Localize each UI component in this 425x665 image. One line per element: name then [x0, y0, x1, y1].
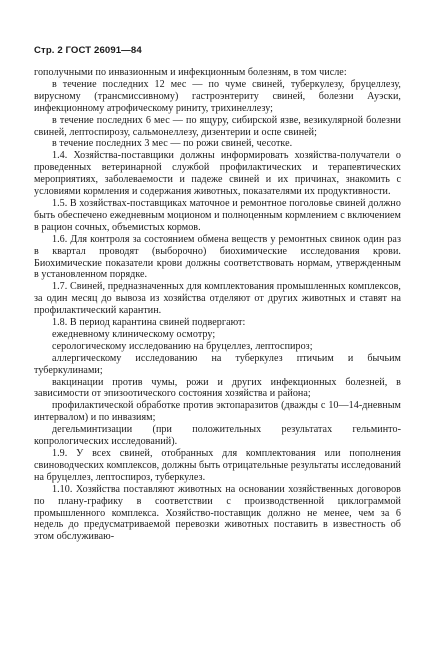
paragraph: 1.10. Хозяйства поставляют животных на основании хозяйственных договоров по плану-графику в соответствии с производственной циклограммой промышленного комплекса. Хозяйство-поставщик должно не менее, чем за 6 недель до предусматриваемой перевозки животных поставить в известность об этом обслуживаю- [34, 483, 401, 543]
paragraph: дегельминтизации (при положительных результатах гельминто-копрологических исследований). [34, 424, 401, 448]
paragraph: вакцинации против чумы, рожи и других инфекционных болезней, в зависимости от эпизоотического состояния хозяйства и района; [34, 376, 401, 400]
paragraph: 1.6. Для контроля за состоянием обмена веществ у ремонтных свинок один раз в квартал проводят (выборочно) биохимические исследования крови. Биохимические показатели крови должны соответствовать нормам, утвержденным в установленном порядке. [34, 233, 401, 281]
paragraph: 1.8. В период карантина свиней подвергают: [52, 317, 246, 329]
paragraph: 1.5. В хозяйствах-поставщиках маточное и ремонтное поголовье свиней должно быть обеспечено ежедневным моционом и полноценным кормлением с включением в рацион сочных, объемистых кормов. [34, 197, 401, 233]
paragraph: в течение последних 12 мес — по чуме свиней, туберкулезу, бруцеллезу, вирусному (трансмиссивному) гастроэнтериту свиней, болезни Ауэски, инфекционному атрофическому риниту, трихинеллезу; [34, 78, 401, 114]
paragraph: в течение последних 6 мес — по ящуру, сибирской язве, везикулярной болезни свиней, лептоспирозу, сальмонеллезу, дизентерии и оспе свиней; [34, 114, 401, 138]
paragraph: серологическому исследованию на бруцеллез, лептоспироз; [52, 340, 313, 352]
document-body [34, 67, 401, 543]
page-header: Стр. 2 ГОСТ 26091—84 [34, 45, 142, 56]
paragraph: ежедневному клиническому осмотру; [52, 328, 216, 340]
paragraph: профилактической обработке против эктопаразитов (дважды с 10—14-дневным интервалом) и по инвазиям; [34, 400, 401, 424]
paragraph: 1.9. У всех свиней, отобранных для комплектования или пополнения свиноводческих комплексов, должны быть отрицательные результаты исследований на бруцеллез, лептоспироз, туберкулез. [34, 448, 401, 483]
paragraph: гополучными по инвазионным и инфекционным болезням, в том числе: [34, 67, 347, 78]
paragraph: 1.4. Хозяйства-поставщики должны информировать хозяйства-получатели о проведенных ветеринарной службой профилактических и терапевтических мероприятиях, заболеваемости и падеже свиней и их причинах, знакомить с условиями кормления и содержания животных, показателями их продуктивности. [34, 150, 401, 198]
paragraph: в течение последних 3 мес — по рожи свиней, чесотке. [52, 138, 293, 150]
paragraph: 1.7. Свиней, предназначенных для комплектования промышленных комплексов, за один месяц до вывоза из хозяйства отделяют от других животных и ставят на профилактический карантин. [34, 281, 401, 317]
paragraph: аллергическому исследованию на туберкулез птичьим и бычьим туберкулинами; [34, 352, 401, 376]
